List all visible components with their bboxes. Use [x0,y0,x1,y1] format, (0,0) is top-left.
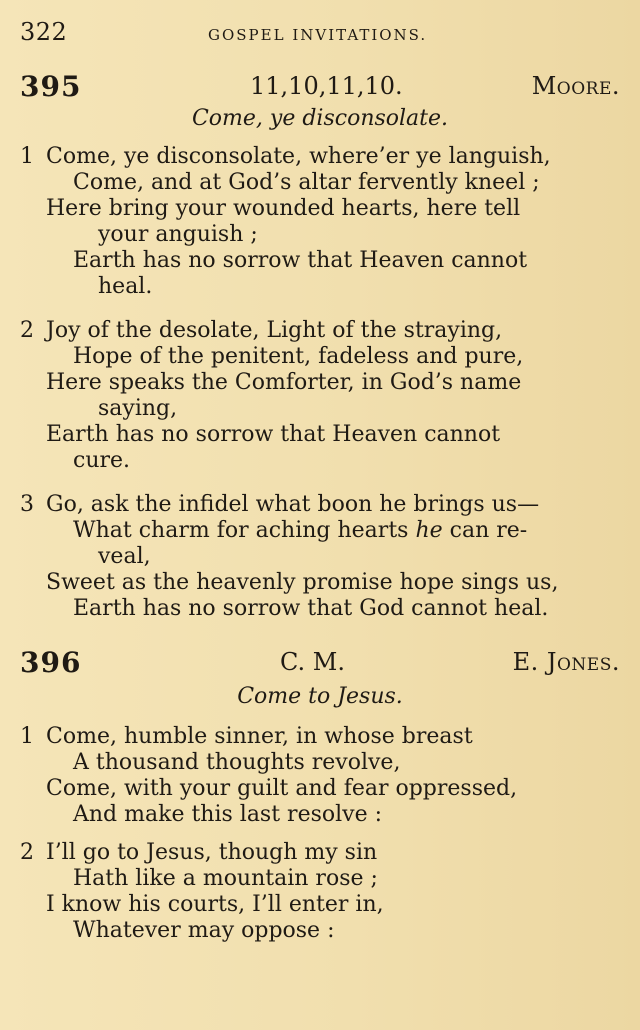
stanza-number: 2 [20,318,34,343]
verse-line: Whatever may oppose : [73,918,335,943]
hymn-composer: E. Jones. [512,648,620,676]
verse-line: Earth has no sorrow that God cannot heal. [73,596,549,621]
verse-line: veal, [98,544,151,569]
verse-line: Here speaks the Comforter, in God’s name [46,370,522,395]
verse-line: Come, ye disconsolate, where’er ye languish, [46,144,551,169]
verse-line: Come, with your guilt and fear oppressed, [46,776,518,801]
hymn-title: Come to Jesus. [237,684,403,709]
hymn-meter: 11,10,11,10. [250,72,403,100]
verse-line: heal. [98,274,153,299]
hymn-number: 395 [20,70,82,103]
emphasis-word: he [415,518,443,543]
verse-line [73,518,527,544]
stanza-2 [20,840,620,944]
line-text: can re- [449,518,528,543]
stanza-1 [20,144,620,300]
verse-line: Sweet as the heavenly promise hope sings us, [46,570,559,595]
stanza-number: 1 [20,144,34,169]
running-head [20,18,620,52]
hymn-396 [20,646,620,966]
line-text: What charm for aching hearts [73,518,409,543]
verse-line: Here bring your wounded hearts, here tell [46,196,521,221]
stanza-2 [20,318,620,474]
hymn-number: 396 [20,646,82,679]
hymn-395 [20,70,620,630]
verse-line: Joy of the desolate, Light of the straying, [46,318,503,343]
stanza-1 [20,724,620,828]
stanza-3 [20,492,620,622]
stanza-number: 1 [20,724,34,749]
verse-line: Hope of the penitent, fadeless and pure, [73,344,524,369]
verse-line: And make this last resolve : [73,802,383,827]
hymn-composer: Moore. [531,72,620,100]
page-number: 322 [20,18,68,46]
hymn-header [20,646,620,686]
hymn-header [20,70,620,110]
verse-line: Earth has no sorrow that Heaven cannot [46,422,501,447]
verse-line: I’ll go to Jesus, though my sin [46,840,378,865]
verse-line: Hath like a mountain rose ; [73,866,378,891]
section-title: GOSPEL INVITATIONS. [208,26,428,44]
verse-line: I know his courts, I’ll enter in, [46,892,384,917]
stanza-number: 3 [20,492,34,517]
verse-line: your anguish ; [98,222,258,247]
verse-line: Go, ask the infidel what boon he brings us— [46,492,540,517]
verse-line: Come, and at God’s altar fervently kneel ; [73,170,540,195]
verse-line: saying, [98,396,178,421]
hymn-meter: C. M. [280,648,345,676]
verse-line: Come, humble sinner, in whose breast [46,724,473,749]
verse-line: cure. [73,448,131,473]
stanza-number: 2 [20,840,34,865]
verse-line: A thousand thoughts revolve, [73,750,401,775]
verse-line: Earth has no sorrow that Heaven cannot [73,248,528,273]
hymn-title: Come, ye disconsolate. [191,106,449,131]
